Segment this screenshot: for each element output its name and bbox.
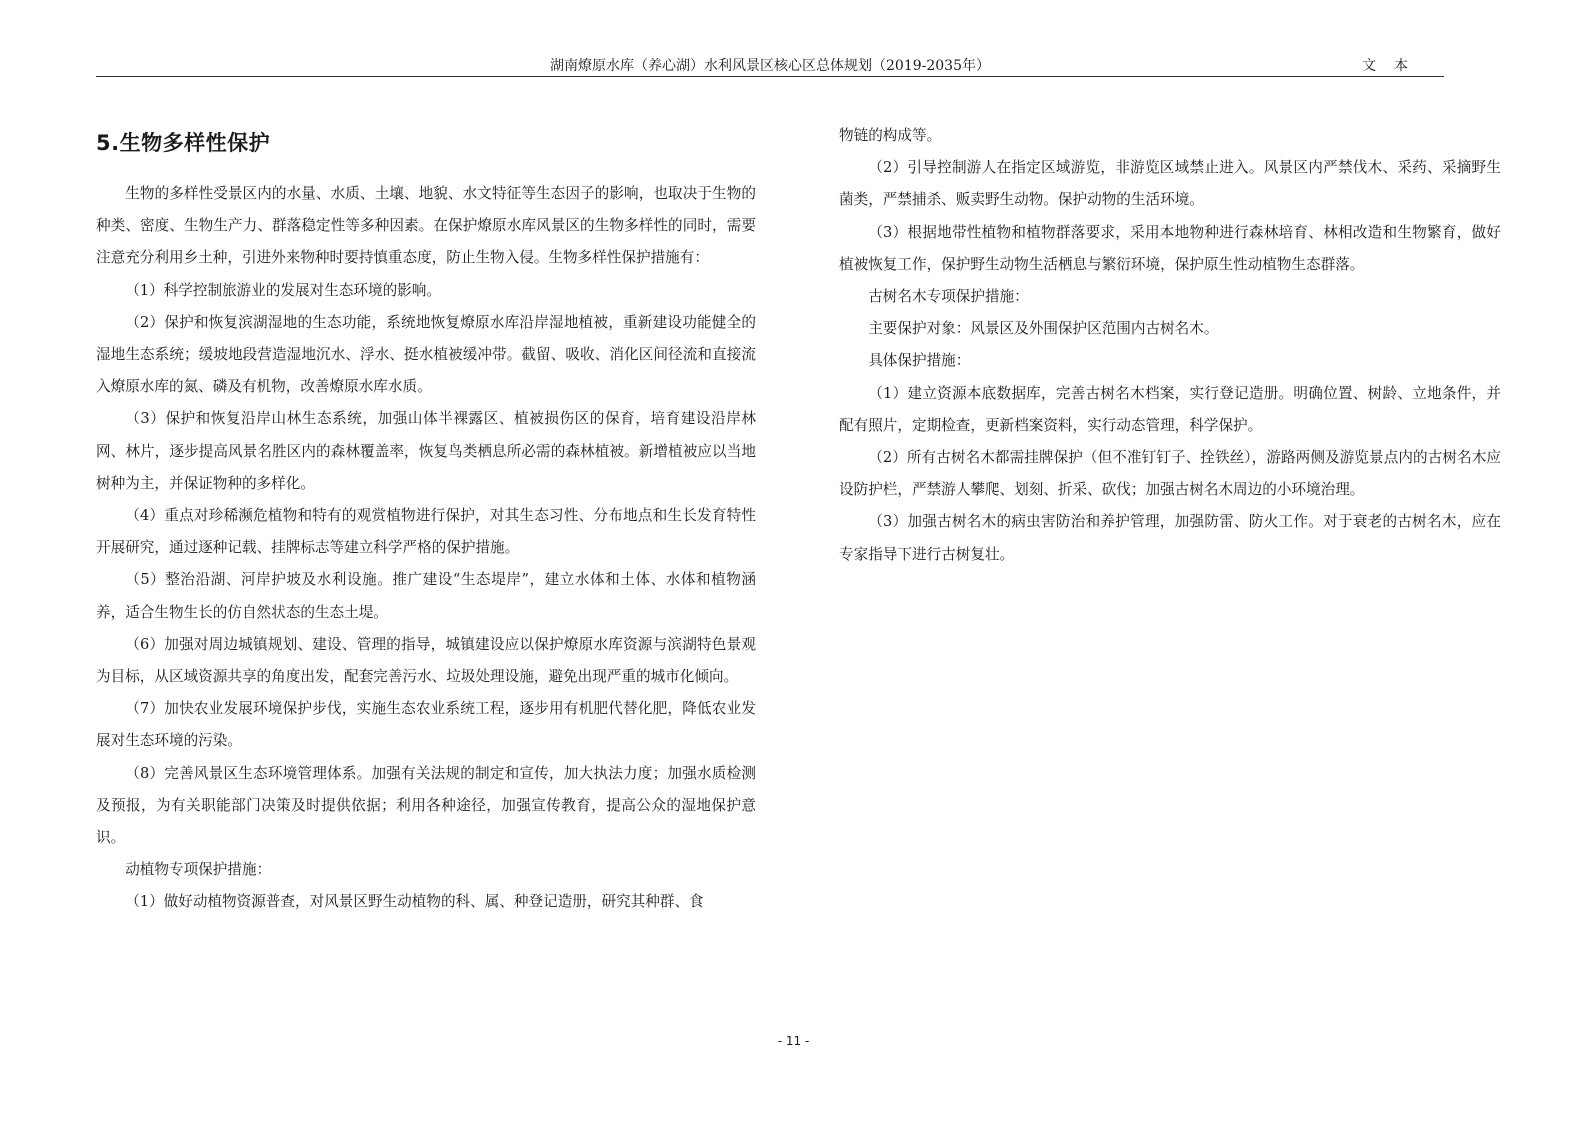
measure-5: （5）整治沿湖、河岸护坡及水利设施。推广建设“生态堤岸”，建立水体和土体、水体和植物涵养，适合生物生长的仿自然状态的生态土堤。 (96, 571, 756, 621)
left-column (96, 120, 756, 919)
measure-7: （7）加快农业发展环境保护步伐，实施生态农业系统工程，逐步用有机肥代替化肥，降低农业发展对生态环境的污染。 (96, 700, 756, 750)
tree-measure-1: （1）建立资源本底数据库，完善古树名木档案，实行登记造册。明确位置、树龄、立地条件，并配有照片，定期检查，更新档案资料，实行动态管理，科学保护。 (839, 384, 1501, 434)
subheading-specific-measures: 具体保护措施： (868, 352, 971, 370)
tree-measure-2: （2）所有古树名木都需挂牌保护（但不准钉钉子、拴铁丝），游路两侧及游览景点内的古树名木应设防护栏，严禁游人攀爬、划刻、折采、砍伐；加强古树名木周边的小环境治理。 (839, 449, 1501, 499)
measure-4: （4）重点对珍稀濒危植物和特有的观赏植物进行保护，对其生态习性、分布地点和生长发育特性开展研究，通过逐种记载、挂牌标志等建立科学严格的保护措施。 (96, 507, 756, 557)
continued-text: 物链的构成等。 (839, 127, 942, 144)
measure-1: （1）科学控制旅游业的发展对生态环境的影响。 (125, 281, 441, 299)
page-number: - 11 - (777, 1034, 810, 1048)
measure-3: （3）保护和恢复沿岸山林生态系统，加强山体半裸露区、植被损伤区的保育，培育建设沿岸林网、林片，逐步提高风景名胜区内的森林覆盖率，恢复鸟类栖息所必需的森林植被。新增植被应以当地树种为主，并保证物种的多样化。 (96, 410, 756, 492)
intro-paragraph: 生物的多样性受景区内的水量、水质、土壤、地貌、水文特征等生态因子的影响，也取决于生物的种类、密度、生物生产力、群落稳定性等多种因素。在保护燎原水库风景区的生物多样性的同时，需要注意充分利用乡土种，引进外来物种时要持慎重态度，防止生物入侵。生物多样性保护措施有： (96, 185, 756, 267)
document-title: 湖南燎原水库（养心湖）水利风景区核心区总体规划（2019-2035年） (550, 58, 990, 74)
measure-2: （2）保护和恢复滨湖湿地的生态功能，系统地恢复燎原水库沿岸湿地植被，重新建设功能健全的湿地生态系统；缓坡地段营造湿地沉水、浮水、挺水植被缓冲带。截留、吸收、消化区间径流和直接流入燎原水库的氮、磷及有机物，改善燎原水库水质。 (96, 313, 756, 396)
animal-plant-measure-1: （1）做好动植物资源普查，对风景区野生动植物的科、属、种登记造册，研究其种群、食 (125, 893, 704, 911)
measure-6: （6）加强对周边城镇规划、建设、管理的指导，城镇建设应以保护燎原水库资源与滨湖特色景观为目标，从区域资源共享的角度出发，配套完善污水、垃圾处理设施，避免出现严重的城市化倾向。 (96, 635, 756, 686)
measure-8: （8）完善风景区生态环境管理体系。加强有关法规的制定和宣传，加大执法力度；加强水质检测及预报，为有关职能部门决策及时提供依据；利用各种途径，加强宣传教育，提高公众的湿地保护意识。 (96, 764, 756, 847)
subheading-animal-plant: 动植物专项保护措施： (125, 861, 272, 879)
protection-target: 主要保护对象：风景区及外围保护区范围内古树名木。 (868, 320, 1219, 338)
animal-plant-measure-3: （3）根据地带性植物和植物群落要求，采用本地物种进行森林培育、林相改造和生物繁育，做好植被恢复工作，保护野生动物生活栖息与繁衍环境，保护原生性动植物生态群落。 (839, 223, 1501, 273)
page-header (96, 52, 1444, 77)
animal-plant-measure-2: （2）引导控制游人在指定区域游览，非游览区域禁止进入。风景区内严禁伐木、采药、采摘野生菌类，严禁捕杀、贩卖野生动物。保护动物的生活环境。 (839, 159, 1501, 209)
right-column (839, 120, 1501, 571)
header-section-label: 文本 (1362, 58, 1426, 74)
subheading-ancient-trees: 古树名木专项保护措施： (868, 288, 1029, 306)
section-heading: 5.生物多样性保护 (96, 131, 271, 155)
tree-measure-3: （3）加强古树名木的病虫害防治和养护管理，加强防雷、防火工作。对于衰老的古树名木，应在专家指导下进行古树复壮。 (839, 513, 1501, 563)
